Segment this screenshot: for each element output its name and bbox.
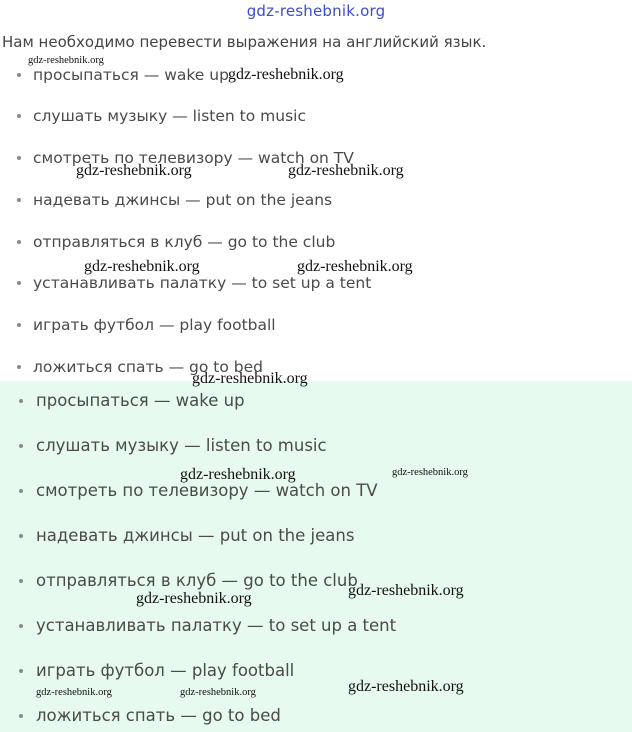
bullet — [17, 323, 21, 327]
bullet — [17, 156, 21, 160]
phrase-text: смотреть по телевизору — watch on TV — [36, 481, 378, 500]
watermark: gdz-reshebnik.org — [36, 687, 112, 698]
phrase-text: отправляться в клуб — go to the club — [36, 571, 358, 590]
answer-panel — [0, 381, 632, 732]
phrase-text: играть футбол — play football — [33, 316, 276, 334]
watermark: gdz-reshebnik.org — [180, 687, 256, 698]
bullet — [17, 240, 21, 244]
intro-text: Нам необходимо перевести выражения на английский язык. — [2, 33, 487, 51]
phrase-text: ложиться спать — go to bed — [33, 358, 263, 376]
watermark: gdz-reshebnik.org — [76, 162, 192, 179]
watermark: gdz-reshebnik.org — [297, 258, 413, 275]
phrase-text: слушать музыку — listen to music — [33, 107, 306, 125]
bullet — [19, 624, 23, 628]
phrase-text: слушать музыку — listen to music — [36, 436, 327, 455]
phrase-text: отправляться в клуб — go to the club — [33, 233, 336, 251]
phrase-text: надевать джинсы — put on the jeans — [33, 191, 333, 209]
bullet — [17, 198, 21, 202]
watermark: gdz-reshebnik.org — [228, 66, 344, 83]
bullet — [17, 114, 21, 118]
phrase-text: смотреть по телевизору — watch on TV — [33, 149, 354, 167]
phrase-text: ложиться спать — go to bed — [36, 706, 281, 725]
watermark: gdz-reshebnik.org — [348, 678, 464, 695]
phrase-text: играть футбол — play football — [36, 661, 295, 680]
phrase-text: надевать джинсы — put on the jeans — [36, 526, 355, 545]
site-header-watermark: gdz-reshebnik.org — [246, 2, 386, 20]
bullet — [19, 669, 23, 673]
watermark: gdz-reshebnik.org — [28, 55, 104, 66]
bullet — [19, 714, 23, 718]
watermark: gdz-reshebnik.org — [392, 467, 468, 478]
watermark: gdz-reshebnik.org — [288, 162, 404, 179]
bullet — [19, 444, 23, 448]
watermark: gdz-reshebnik.org — [84, 258, 200, 275]
bullet — [17, 281, 21, 285]
bullet — [19, 489, 23, 493]
bullet — [19, 534, 23, 538]
bullet — [19, 579, 23, 583]
watermark: gdz-reshebnik.org — [192, 370, 308, 387]
bullet — [17, 73, 21, 77]
bullet — [19, 399, 23, 403]
phrase-text: устанавливать палатку — to set up a tent — [36, 616, 397, 635]
phrase-text: просыпаться — wake up — [36, 391, 245, 410]
watermark: gdz-reshebnik.org — [348, 582, 464, 599]
phrase-text: устанавливать палатку — to set up a tent — [33, 274, 372, 292]
bullet — [17, 365, 21, 369]
phrase-text: просыпаться — wake up — [33, 66, 229, 84]
watermark: gdz-reshebnik.org — [136, 590, 252, 607]
watermark: gdz-reshebnik.org — [180, 466, 296, 483]
